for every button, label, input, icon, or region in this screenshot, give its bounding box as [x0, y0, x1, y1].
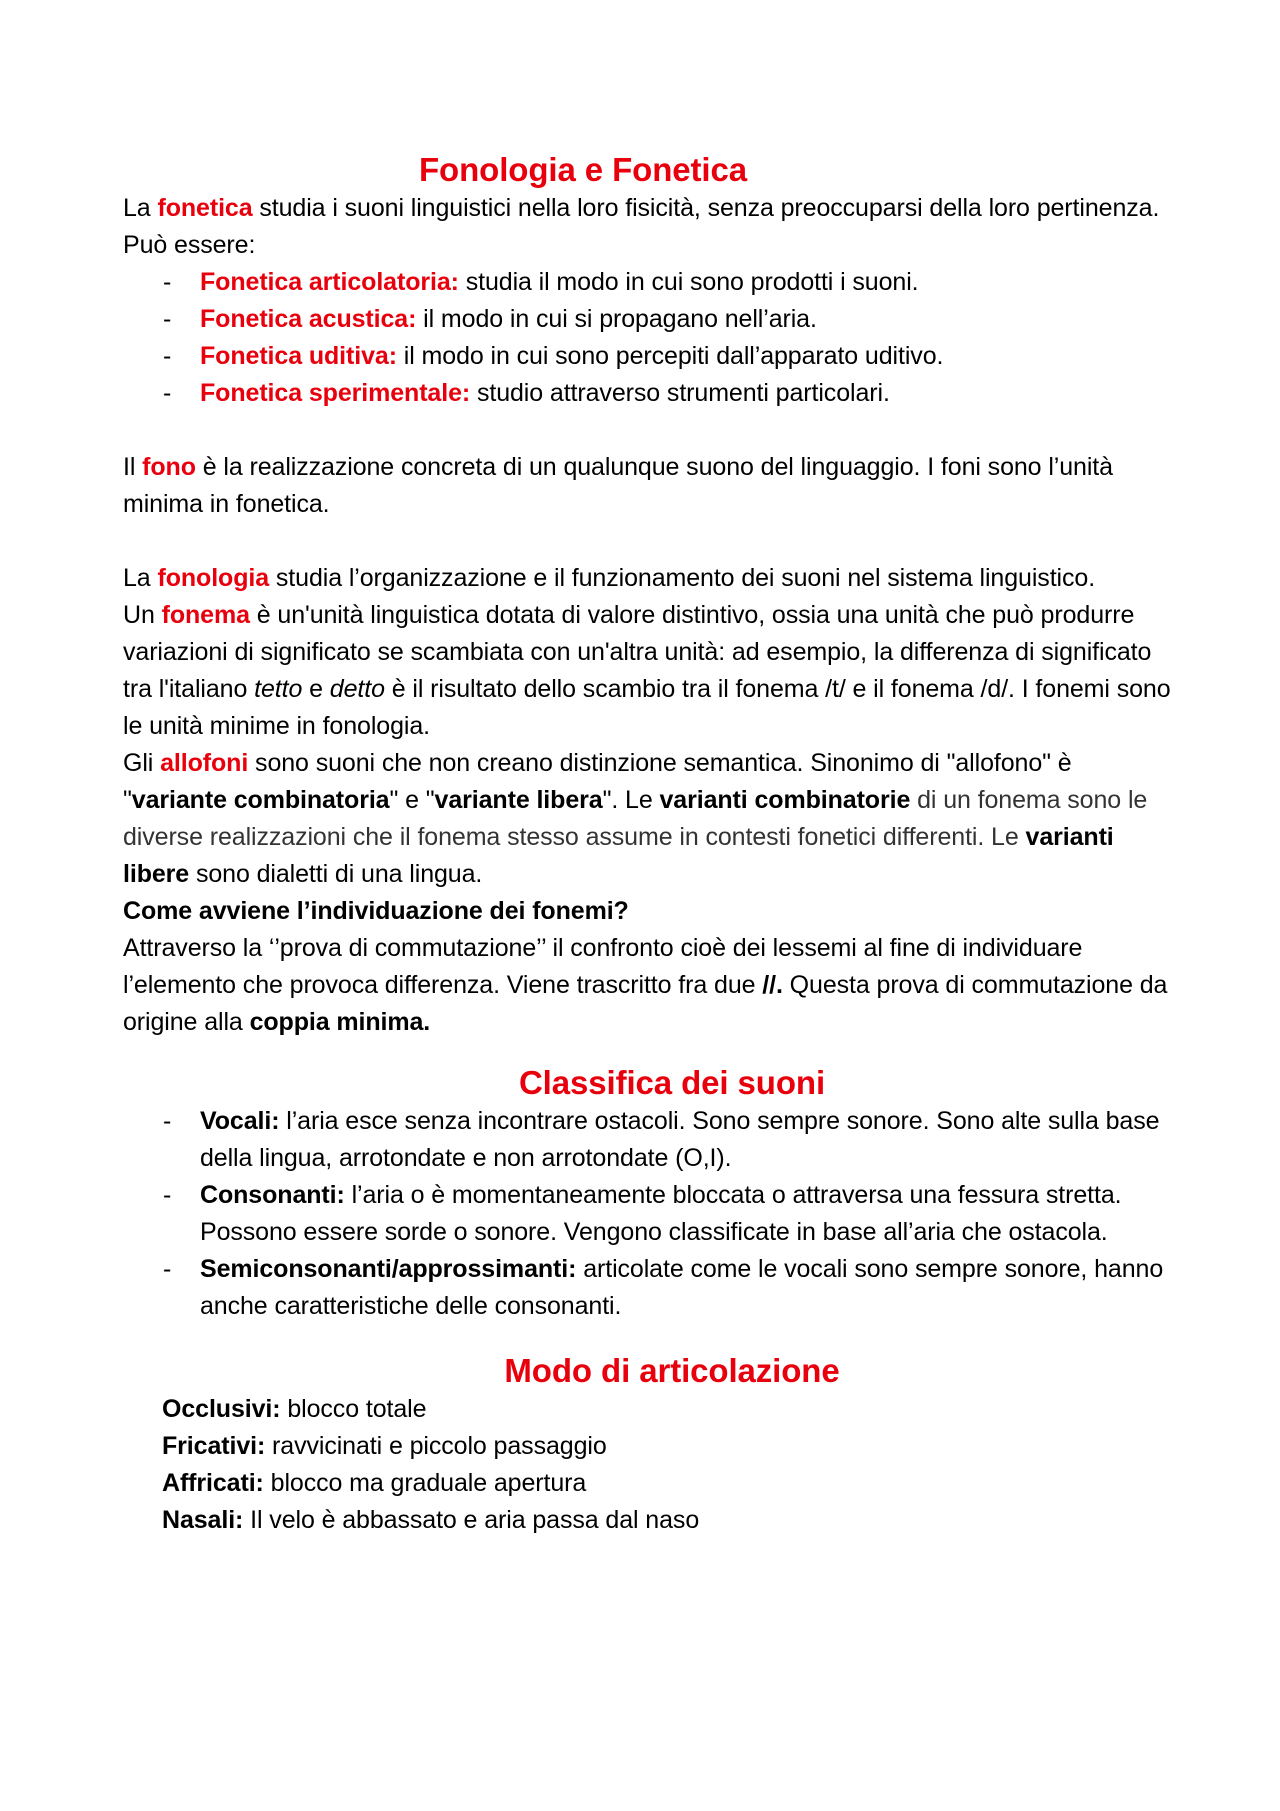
term-fonetica: fonetica	[157, 194, 253, 222]
list-item: - Fonetica articolatoria: studia il modo in cui sono prodotti i suoni.	[123, 264, 1173, 301]
document-page	[123, 150, 1173, 1539]
paragraph-fono: Il fono è la realizzazione concreta di un qualunque suono del linguaggio. I foni sono l’unità minima in fonetica.	[123, 453, 1113, 518]
list-item: Fricativi: ravvicinati e piccolo passaggio	[162, 1432, 607, 1460]
term-fonologia: fonologia	[157, 564, 270, 592]
paragraph-fonema: Un fonema è un'unità linguistica dotata di valore distintivo, ossia una unità che può produrre variazioni di significato se scambiata con un'altra unità: ad esempio, la differenza di significato tra l'italiano tetto e detto è il risultato dello scambio tra il fonema /t/ e il fonema /d/. I fonemi sono le unità minime in fonologia.	[123, 601, 1171, 740]
title-classifica-suoni: Classifica dei suoni	[518, 1064, 826, 1101]
list-item: - Fonetica acustica: il modo in cui si propagano nell’aria.	[123, 301, 1173, 338]
fonetica-types-list	[123, 264, 1173, 412]
question-heading: Come avviene l’individuazione dei fonemi?	[123, 897, 629, 925]
title-fonologia-fonetica: Fonologia e Fonetica	[418, 151, 748, 188]
list-item: Occlusivi: blocco totale	[162, 1395, 427, 1423]
list-item: - Consonanti: l’aria o è momentaneamente bloccata o attraversa una fessura stretta. Possono essere sorde o sonore. Vengono classificate in base all’aria che ostacola.	[123, 1177, 1173, 1251]
paragraph-fonetica: La fonetica studia i suoni linguistici nella loro fisicità, senza preoccuparsi della loro pertinenza. Può essere:	[123, 194, 1160, 259]
paragraph-allofoni: Gli allofoni sono suoni che non creano distinzione semantica. Sinonimo di "allofono" è "variante combinatoria" e "variante libera". Le varianti combinatorie di un fonema sono le diverse realizzazioni che il fonema stesso assume in contesti fonetici differenti. Le varianti libere sono dialetti di una lingua.	[123, 749, 1148, 888]
term-fonema: fonema	[161, 601, 250, 629]
list-item: - Fonetica sperimentale: studio attraverso strumenti particolari.	[123, 375, 1173, 412]
modo-articolazione-list	[123, 1391, 1173, 1539]
list-item: - Vocali: l’aria esce senza incontrare ostacoli. Sono sempre sonore. Sono alte sulla base della lingua, arrotondate e non arrotondate (O,I).	[123, 1103, 1173, 1177]
list-item: - Semiconsonanti/approssimanti: articolate come le vocali sono sempre sonore, hanno anche caratteristiche delle consonanti.	[123, 1251, 1173, 1325]
term-fono: fono	[142, 453, 196, 481]
spacer	[123, 412, 1173, 449]
paragraph-fonologia: La fonologia studia l’organizzazione e il funzionamento dei suoni nel sistema linguistico.	[123, 564, 1096, 592]
list-item: Affricati: blocco ma graduale apertura	[162, 1469, 587, 1497]
paragraph-commutazione: Attraverso la ‘’prova di commutazione’’ il confronto cioè dei lessemi al fine di individuare l’elemento che provoca differenza. Viene trascritto fra due //. Questa prova di commutazione da origine alla coppia minima.	[123, 934, 1168, 1036]
spacer	[123, 523, 1173, 560]
classifica-list	[123, 1103, 1173, 1325]
title-modo-articolazione: Modo di articolazione	[504, 1352, 840, 1389]
list-item: - Fonetica uditiva: il modo in cui sono percepiti dall’apparato uditivo.	[123, 338, 1173, 375]
list-item: Nasali: Il velo è abbassato e aria passa dal naso	[162, 1506, 700, 1534]
term-allofoni: allofoni	[160, 749, 249, 777]
